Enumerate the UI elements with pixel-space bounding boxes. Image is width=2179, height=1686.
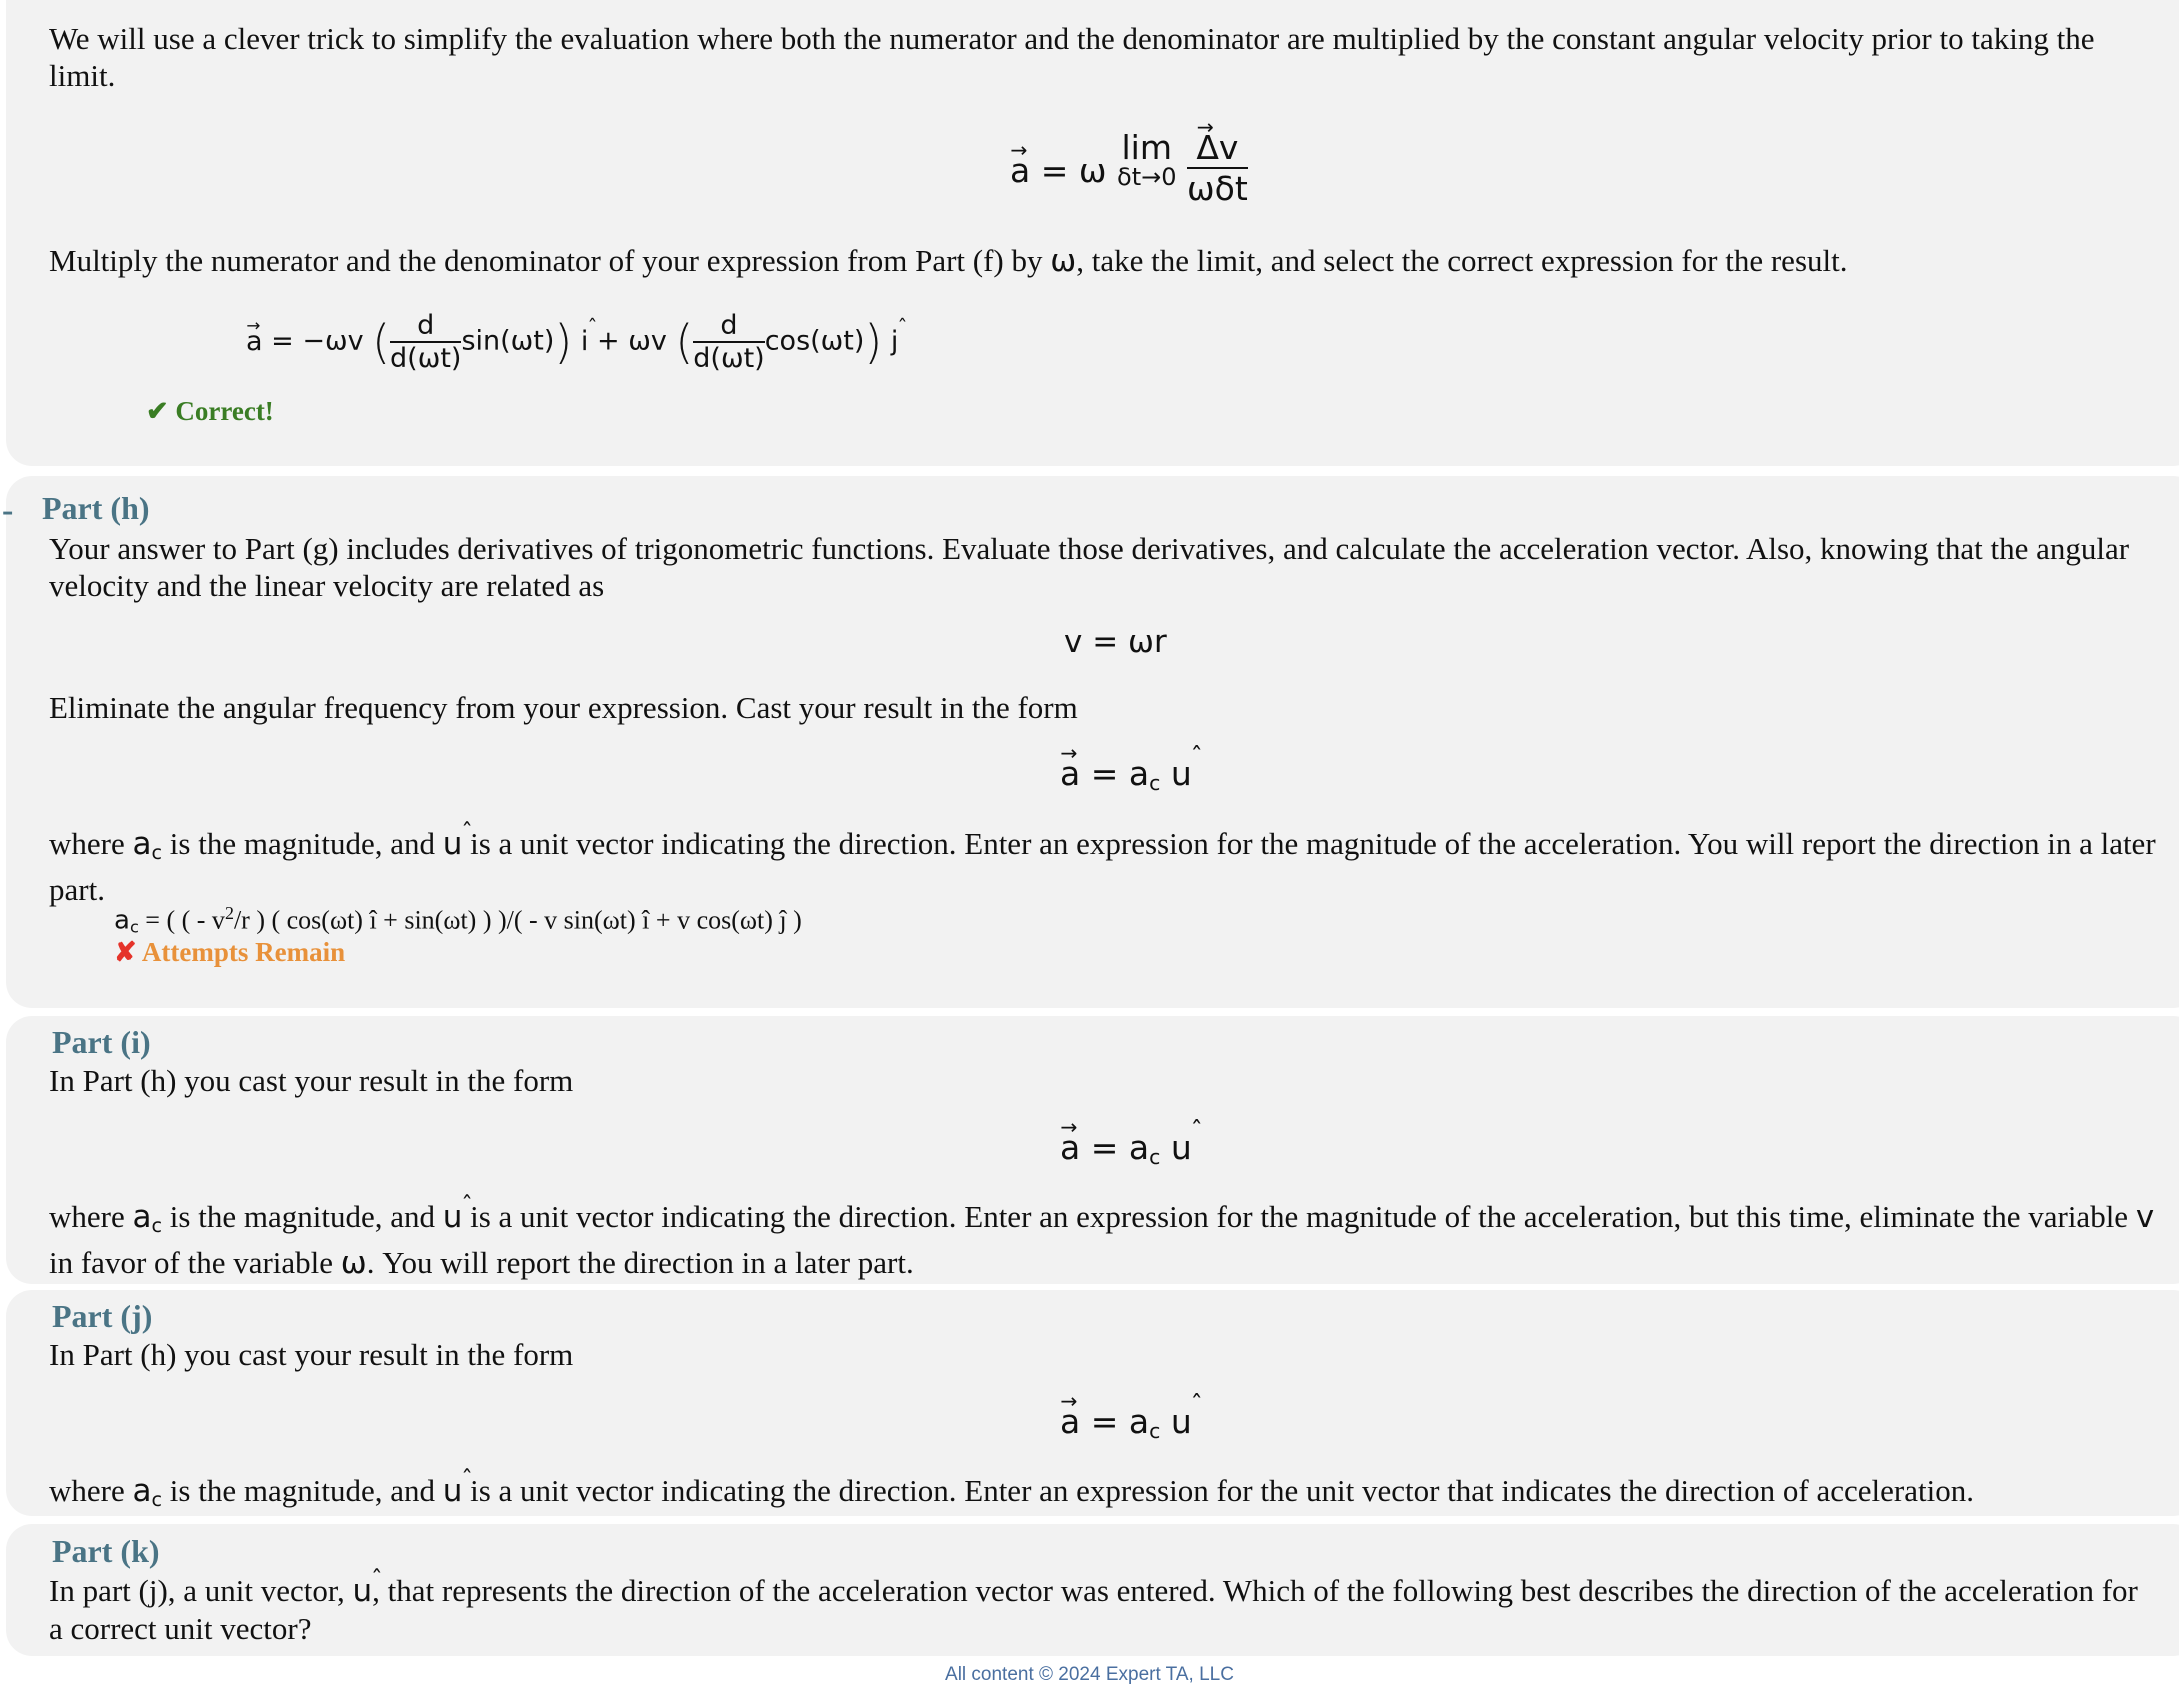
part-h-form-equation: → $a = a_c$ u ˆ	[1060, 754, 1192, 795]
unit-i: i ˆ	[581, 326, 589, 357]
wrong-icon: ✘	[114, 937, 137, 967]
part-j-title[interactable]: Part (j)	[52, 1298, 153, 1334]
limit-fraction	[1187, 128, 1248, 208]
limit-label: lim	[1121, 128, 1172, 167]
collapse-icon[interactable]: -	[2, 492, 14, 529]
part-j-intro: In Part (h) you cast your result in the form	[49, 1337, 574, 1372]
form-vector-a: → a	[1060, 754, 1080, 793]
answer-sin: sin(ωt)	[461, 325, 555, 357]
selected-answer-expression: → a = −ωv ( $\frac{d}{d(\omega t)}$ sin(ωt)) i ˆ + ωv ( $\frac{d}{d(\omega t)}$ cos(ωt)) j ˆ	[246, 310, 898, 374]
part-h-eliminate: Eliminate the angular frequency from your expression. Cast your result in the form	[49, 690, 1078, 725]
part-j-form-equation: → $a = a_c$ u ˆ	[1060, 1402, 1192, 1443]
limit-numerator	[1187, 128, 1248, 169]
correct-status: ✔ Correct!	[146, 396, 274, 426]
derivative-frac-1: $\frac{d}{d(\omega t)}$	[390, 310, 462, 374]
unit-u: u ˆ	[1171, 754, 1192, 793]
part-i-where: where $a_c$ is the magnitude, and u ˆ is a unit vector indicating the direction. Enter an expression for the magnitude of the acceleration, but this time, eliminate the variable v in favor of the variable ω. You will report the direction in a later part.	[49, 1198, 2159, 1282]
derivative-frac-2: $\frac{d}{d(\omega t)}$	[693, 310, 765, 374]
answer-cos: cos(ωt)	[764, 325, 865, 357]
limit-eq-mid: = ω	[1040, 151, 1107, 190]
limit-operator	[1117, 128, 1176, 191]
part-h-prompt: Your answer to Part (g) includes derivatives of trigonometric functions. Evaluate those derivatives, and calculate the acceleration vector. Also, knowing that the angular velocity and the linear velocity are related as	[49, 531, 2130, 603]
attempts-remain-status: ✘ Attempts Remain	[114, 937, 346, 967]
part-i-intro: In Part (h) you cast your result in the form	[49, 1063, 574, 1098]
answer-eq: = −ωv	[262, 325, 373, 357]
velocity-relation: v = ωr	[1064, 624, 1167, 660]
limit-equation	[1010, 128, 1248, 208]
part-h-title[interactable]: Part (h)	[42, 490, 150, 526]
part-g-intro: We will use a clever trick to simplify the evaluation where both the numerator and the denominator are multiplied by the constant angular velocity prior to taking the limit.	[49, 21, 2095, 93]
footer-copyright: All content © 2024 Expert TA, LLC	[945, 1664, 1234, 1685]
part-k-title[interactable]: Part (k)	[52, 1533, 160, 1569]
part-i-title[interactable]: Part (i)	[52, 1024, 151, 1060]
unit-j: j ˆ	[891, 326, 899, 357]
part-k-prompt: In part (j), a unit vector, u ˆ, that represents the direction of the acceleration vector was entered. Which of the following best describes the direction of the acceleration for a correct unit vector?	[49, 1572, 2159, 1647]
limit-denominator: ωδt	[1187, 169, 1248, 208]
part-g-instruction: Multiply the numerator and the denominator of your expression from Part (f) by ω, take the limit, and select the correct expression for the result.	[49, 243, 1848, 279]
answer-mid: + ωv	[588, 325, 676, 357]
submitted-answer: $a_c$ = ( ( - $v^2/r$ ) ( cos(ωt) î + sin(ωt) ) )/( - v sin(ωt) î + v cos(ωt) ĵ )	[114, 903, 802, 937]
part-h-where: where $a_c$ is the magnitude, and u ˆ is a unit vector indicating the direction. Enter an expression for the magnitude of the acceleration. You will report the direction in a later part.	[49, 825, 2159, 908]
limit-subscript: δt→0	[1117, 163, 1177, 191]
delta-v: → Δv	[1196, 128, 1238, 167]
vector-a: → a	[1010, 151, 1030, 190]
answer-vector-a: → a	[246, 326, 263, 357]
part-i-form-equation: → $a = a_c$ u ˆ	[1060, 1128, 1192, 1169]
part-j-where: where $a_c$ is the magnitude, and u ˆ is a unit vector indicating the direction. Enter an expression for the unit vector that indicates the direction of acceleration.	[49, 1472, 2159, 1518]
